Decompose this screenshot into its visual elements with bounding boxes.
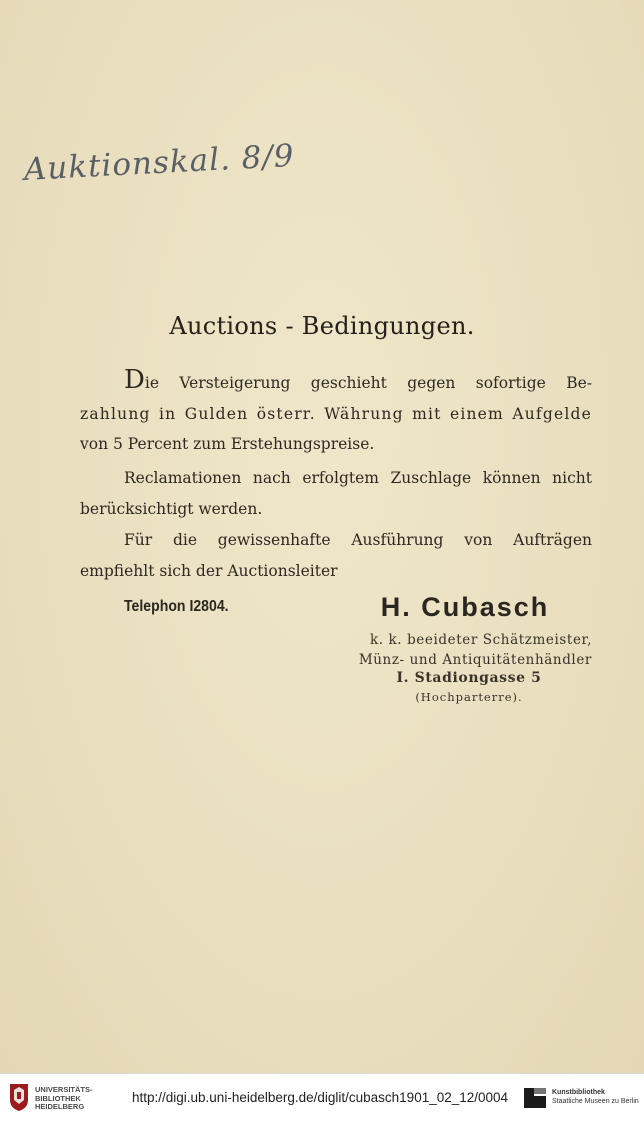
partner-subtitle: Staatliche Museen zu Berlin <box>552 1098 639 1105</box>
paragraph-line: zahlung in Gulden österr. Währung mit einem Aufgelde <box>80 404 592 423</box>
address-line-title: k. k. beeideter Schätzmeister, <box>369 632 592 648</box>
telephone-number: Telephon I2804. <box>124 598 229 615</box>
line-text: ie Versteigerung geschieht gegen sofortige Be- <box>144 374 592 392</box>
university-library-label <box>35 1086 93 1112</box>
partner-name: Kunstbibliothek <box>552 1089 605 1096</box>
university-label-line: HEIDELBERG <box>35 1102 85 1111</box>
paragraph-line: empfiehlt sich der Auctionsleiter <box>80 561 338 580</box>
paragraph-payment-terms <box>80 365 592 460</box>
partner-label <box>552 1088 639 1106</box>
document-title: Auctions - Bedingungen. <box>169 312 475 340</box>
paragraph-reclamations <box>80 463 592 524</box>
address-line-floor: (Hochparterre). <box>415 690 523 704</box>
address-line-street: I. Stadiongasse 5 <box>396 670 542 686</box>
paragraph-line <box>80 365 592 399</box>
paragraph-line: berücksichtigt werden. <box>80 499 263 518</box>
paragraph-commissions <box>80 525 592 586</box>
viewer-footer <box>0 1073 644 1122</box>
paragraph-line: von 5 Percent zum Erstehungspreise. <box>80 435 375 453</box>
paragraph-line: Für die gewissenhafte Ausführung von Aufträgen <box>124 531 592 549</box>
university-seal-icon <box>8 1082 30 1112</box>
university-label-line: UNIVERSITÄTS- <box>35 1085 93 1094</box>
kunstbibliothek-logo-icon <box>522 1086 548 1110</box>
firm-name: H. Cubasch <box>380 592 550 622</box>
address-line-trade: Münz- und Antiquitätenhändler <box>358 652 592 668</box>
paragraph-line: Reclamationen nach erfolgtem Zuschlage können nicht <box>124 469 592 487</box>
dropcap-letter: D <box>124 365 145 395</box>
permalink-url[interactable]: http://digi.ub.uni-heidelberg.de/diglit/cubasch1901_02_12/0004 <box>132 1090 509 1105</box>
university-label-line: BIBLIOTHEK <box>35 1093 81 1103</box>
handwritten-catalog-note: Auktionskal. 8/9 <box>23 137 296 188</box>
